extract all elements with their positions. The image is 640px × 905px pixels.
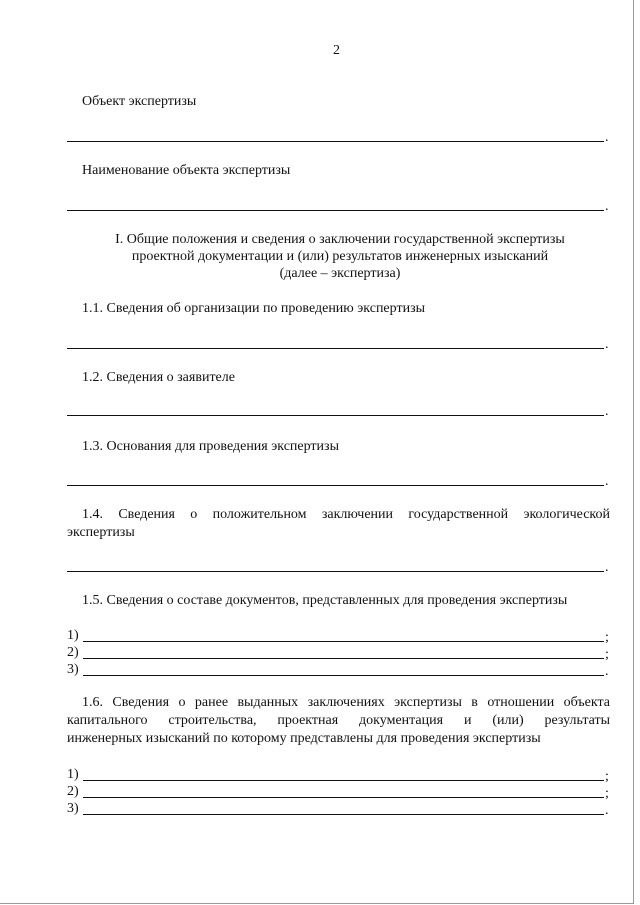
item-1-6-label-line-1: 1.6. Сведения о ранее выданных заключениях экспертизы в отношении объекта xyxy=(82,695,610,710)
item-1-3-label: 1.3. Основания для проведения экспертизы xyxy=(82,439,339,454)
item-1-5-list-end-1: ; xyxy=(605,630,609,645)
item-1-2-label: 1.2. Сведения о заявителе xyxy=(82,370,235,385)
item-1-6-list-line-1[interactable] xyxy=(83,780,604,781)
item-1-6-list-end-1: ; xyxy=(605,769,609,784)
page-number: 2 xyxy=(333,43,340,58)
section-heading-line-3: (далее – экспертиза) xyxy=(279,266,401,281)
item-1-3-fill-line[interactable] xyxy=(67,485,604,486)
item-1-5-list-num-2: 2) xyxy=(67,645,79,660)
item-1-6-label-line-3: инженерных изысканий по которому представлены для проведения экспертизы xyxy=(67,731,541,746)
item-1-1-label: 1.1. Сведения об организации по проведению экспертизы xyxy=(82,301,426,316)
item-1-4-line-end: . xyxy=(605,560,609,575)
item-1-6-list-num-3: 3) xyxy=(67,801,79,816)
item-1-4-label-line-2: экспертизы xyxy=(67,525,135,540)
section-heading-line-2: проектной документации и (или) результатов инженерных изысканий xyxy=(131,249,549,264)
object-name-line-end: . xyxy=(605,199,609,214)
object-name-fill-line[interactable] xyxy=(67,210,604,211)
item-1-5-list-line-3[interactable] xyxy=(83,675,604,676)
object-fill-line[interactable] xyxy=(67,141,604,142)
object-label: Объект экспертизы xyxy=(82,94,197,109)
item-1-1-fill-line[interactable] xyxy=(67,348,604,349)
item-1-4-label-line-1: 1.4. Сведения о положительном заключении государственной экологической xyxy=(82,507,610,522)
item-1-6-list-end-3: . xyxy=(605,803,609,818)
item-1-5-list-num-1: 1) xyxy=(67,628,79,643)
item-1-6-list-num-2: 2) xyxy=(67,784,79,799)
item-1-5-label: 1.5. Сведения о составе документов, представленных для проведения экспертизы xyxy=(82,593,568,608)
item-1-2-line-end: . xyxy=(605,404,609,419)
item-1-6-label-line-2: капитального строительства, проектная документация и (или) результаты xyxy=(67,713,610,728)
object-line-end: . xyxy=(605,130,609,145)
item-1-4-fill-line[interactable] xyxy=(67,571,604,572)
item-1-5-list-end-2: ; xyxy=(605,647,609,662)
item-1-5-list-line-2[interactable] xyxy=(83,658,604,659)
item-1-2-fill-line[interactable] xyxy=(67,415,604,416)
item-1-5-list-line-1[interactable] xyxy=(83,641,604,642)
item-1-3-line-end: . xyxy=(605,474,609,489)
section-heading-line-1: I. Общие положения и сведения о заключении государственной экспертизы xyxy=(115,232,565,247)
item-1-6-list-line-3[interactable] xyxy=(83,814,604,815)
item-1-6-list-num-1: 1) xyxy=(67,767,79,782)
item-1-6-list-line-2[interactable] xyxy=(83,797,604,798)
item-1-6-list-end-2: ; xyxy=(605,786,609,801)
object-name-label: Наименование объекта экспертизы xyxy=(82,163,291,178)
item-1-1-line-end: . xyxy=(605,337,609,352)
item-1-5-list-end-3: . xyxy=(605,664,609,679)
item-1-5-list-num-3: 3) xyxy=(67,662,79,677)
